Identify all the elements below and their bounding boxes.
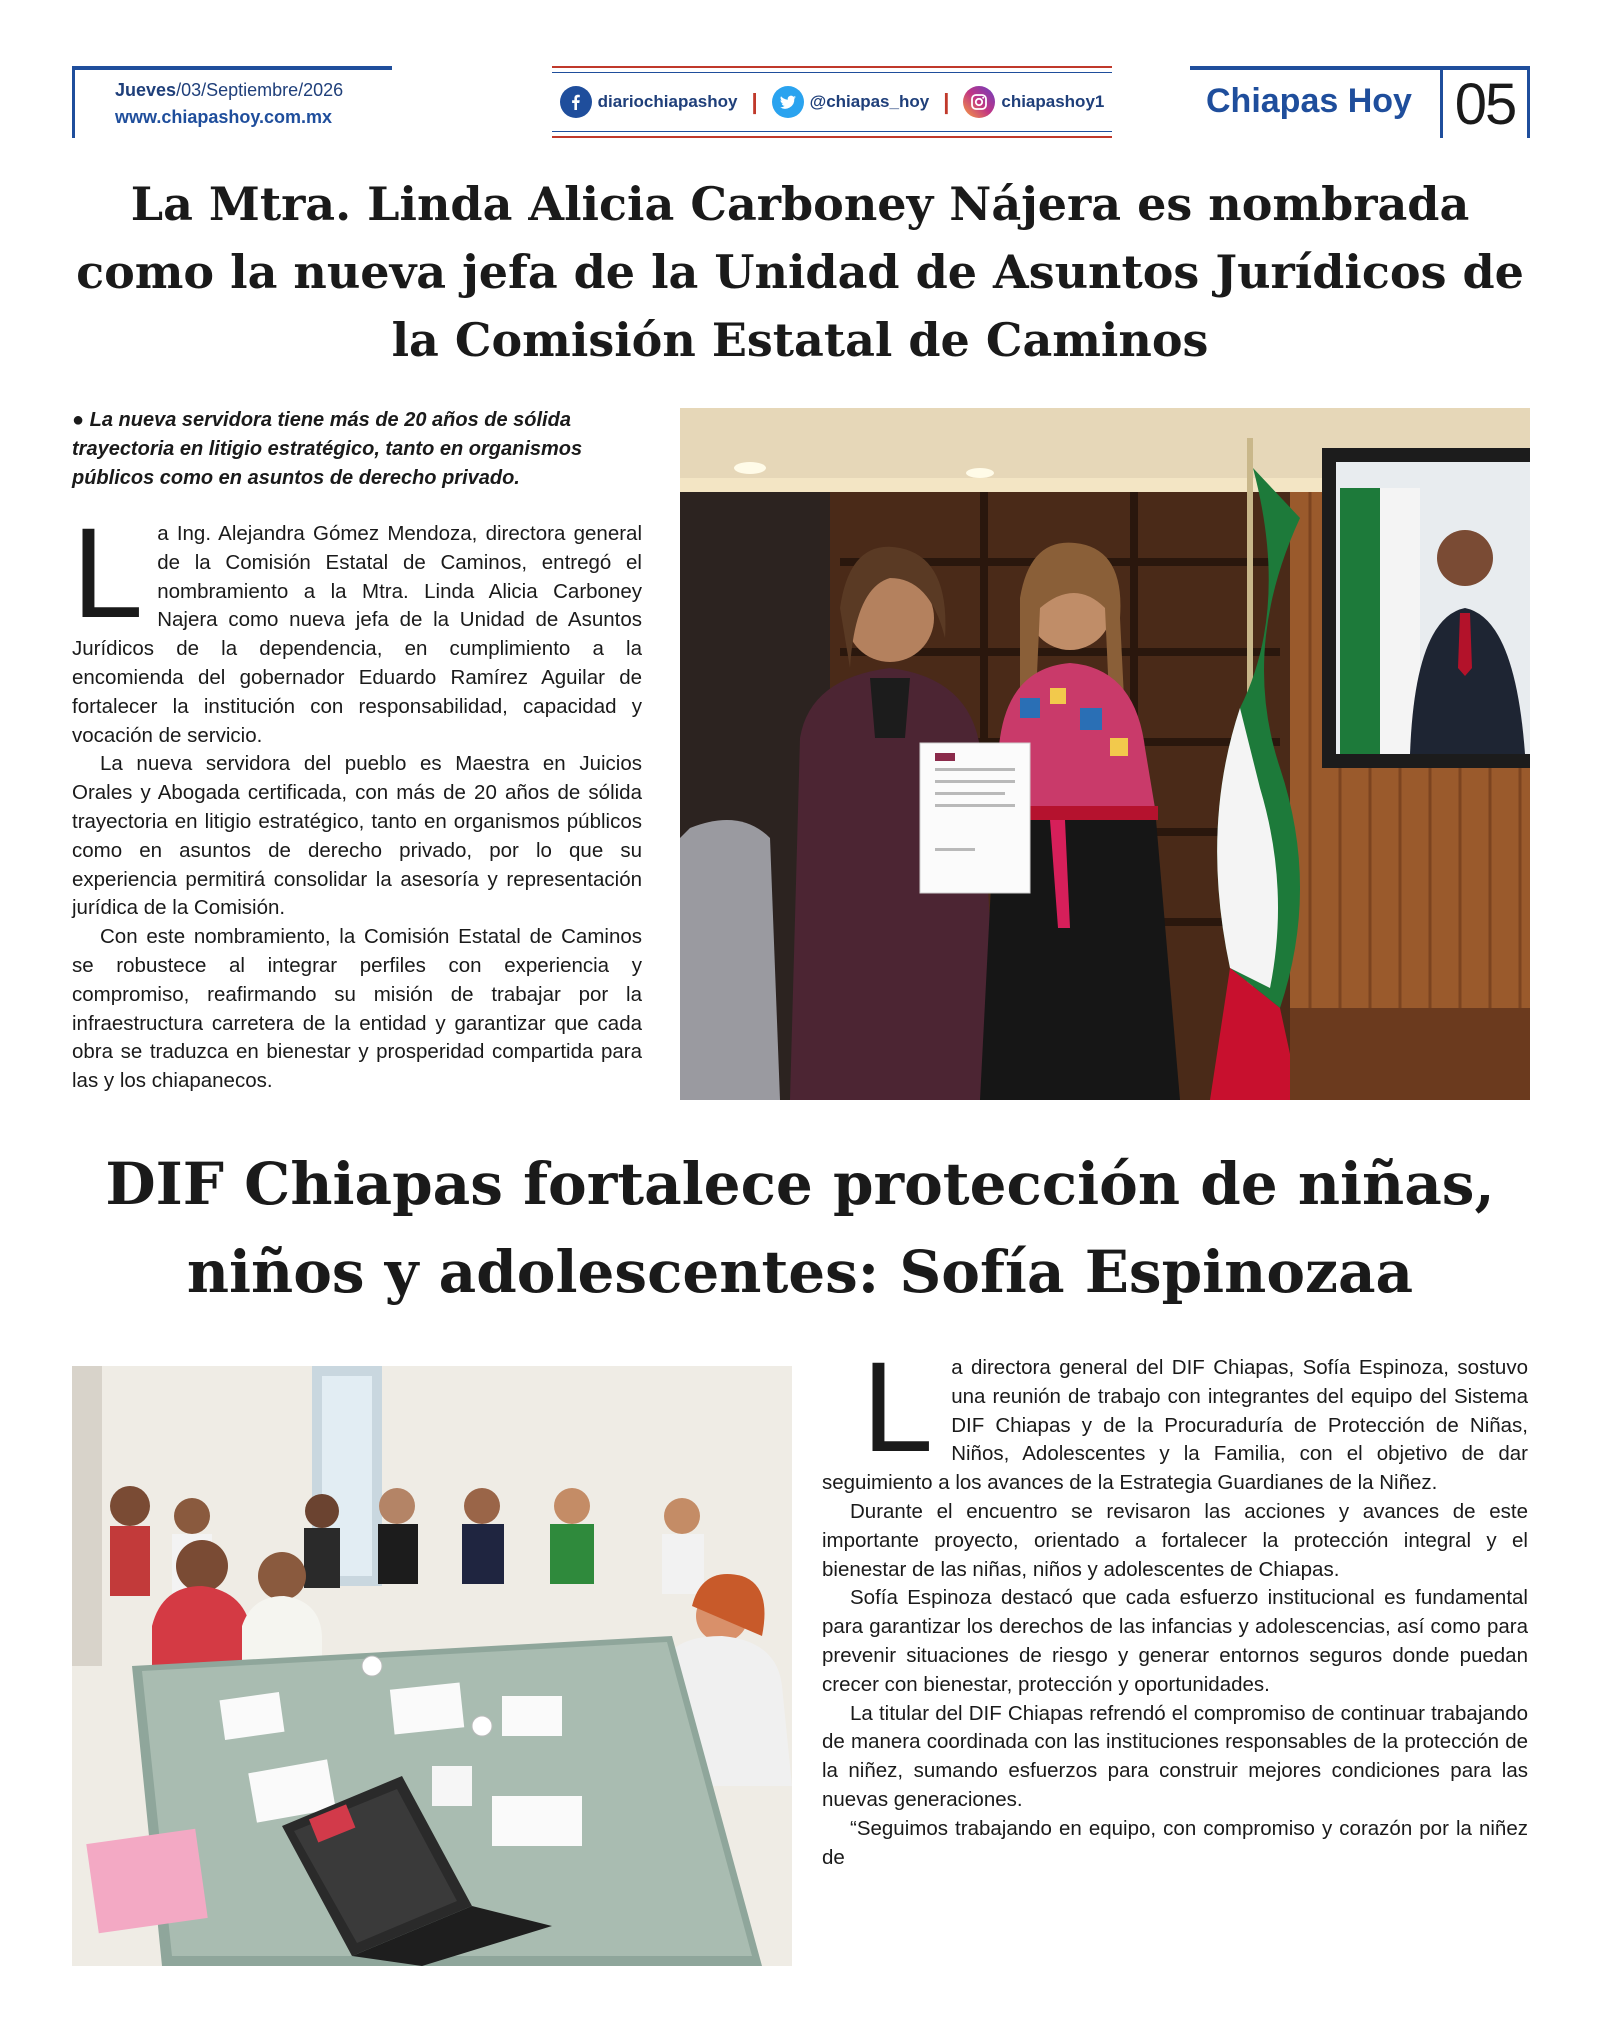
facebook-handle: diariochiapashoy: [597, 92, 738, 111]
social-instagram[interactable]: [963, 86, 1104, 118]
instagram-icon: [963, 86, 995, 118]
facebook-icon: [560, 86, 592, 118]
article2-paragraph: “Seguimos trabajando en equipo, con compromiso y corazón por la niñez de: [822, 1816, 1528, 1869]
article2-paragraph: Sofía Espinoza destacó que cada esfuerzo institucional es fundamental para garantizar los derechos de las infancias y adolescencias, así como para prevenir situaciones de riesgo y generar entornos seguros donde puedan crecer con bienestar, protección y oportunidades.: [822, 1586, 1528, 1696]
article2-paragraph: La titular del DIF Chiapas refrendó el compromiso de continuar trabajando de manera coordinada con las instituciones responsables de la protección de la niñez, sumando esfuerzos para construir mejores condiciones para las nuevas generaciones.: [822, 1701, 1528, 1811]
article1-paragraph: Con este nombramiento, la Comisión Estatal de Caminos se robustece al integrar perfiles con experiencia y compromiso, reafirmando su misión de trabajar por la infraestructura carretera de la entidad y garantizar que cada obra se traduzca en bienestar y prosperidad compartida para las y los chiapanecos.: [72, 925, 642, 1093]
dropcap: L: [72, 502, 144, 645]
dropcap: L: [862, 1336, 934, 1479]
article1-body: [72, 502, 642, 1096]
twitter-icon: [772, 86, 804, 118]
social-twitter[interactable]: [772, 86, 930, 118]
article1-summary: ● La nueva servidora tiene más de 20 años de sólida trayectoria en litigio estratégico, tanto en organismos públicos como en asuntos de derecho privado.: [72, 409, 583, 489]
date-block: [72, 66, 392, 138]
page-number: 05: [1440, 70, 1530, 138]
issue-date: Jueves/03/Septiembre/2026: [115, 80, 344, 100]
separator: |: [751, 89, 758, 114]
article2-body: [822, 1336, 1528, 1872]
section-name: Chiapas Hoy: [1206, 82, 1412, 120]
article1-paragraph: La nueva servidora del pueblo es Maestra en Juicios Orales y Abogada certificada, con más de 20 años de sólida trayectoria en litigio estratégico, tanto en organismos públicos como en asuntos de derecho privado, por lo que su experiencia permitirá consolidar la asesoría y representación jurídica de la Comisión.: [72, 752, 642, 920]
website-link[interactable]: www.chiapashoy.com.mx: [115, 107, 333, 127]
instagram-handle: chiapashoy1: [1001, 92, 1105, 111]
section-header: [1190, 66, 1530, 138]
social-facebook[interactable]: [560, 86, 738, 118]
article1-photo: [680, 408, 1530, 1100]
separator: |: [943, 89, 950, 114]
twitter-handle: @chiapas_hoy: [809, 92, 930, 111]
social-bar: [552, 66, 1112, 138]
article1-paragraph: La Ing. Alejandra Gómez Mendoza, directora general de la Comisión Estatal de Caminos, entregó el nombramiento a la Mtra. Linda Alicia Carboney Najera como nueva jefa de la Unidad de Asuntos Jurídicos de la dependencia, en cumplimiento a la encomienda del gobernador Eduardo Ramírez Aguilar de fortalecer la institución con responsabilidad, capacidad y vocación de servicio.: [72, 502, 642, 747]
article2-paragraph: Durante el encuentro se revisaron las acciones y avances de este importante proyecto, orientado a fortalecer la protección integral y el bienestar de las niñas, niños y adolescentes de Chiapas.: [822, 1499, 1528, 1581]
article1-headline[interactable]: La Mtra. Linda Alicia Carboney Nájera es nombrada como la nueva jefa de la Unidad de Asuntos Jurídicos de la Comisión Estatal de Caminos: [76, 177, 1524, 367]
article2-photo: [72, 1366, 792, 1966]
article2-paragraph: La directora general del DIF Chiapas, Sofía Espinoza, sostuvo una reunión de trabajo con integrantes del equipo del Sistema DIF Chiapas y de la Procuraduría de Protección de Niñas, Niños, Adolescentes y la Familia, con el objetivo de dar seguimiento a los avances de la Estrategia Guardianes de la Niñez.: [822, 1336, 1528, 1495]
article2-headline[interactable]: DIF Chiapas fortalece protección de niñas, niños y adolescentes: Sofía Espinozaa: [105, 1150, 1495, 1306]
